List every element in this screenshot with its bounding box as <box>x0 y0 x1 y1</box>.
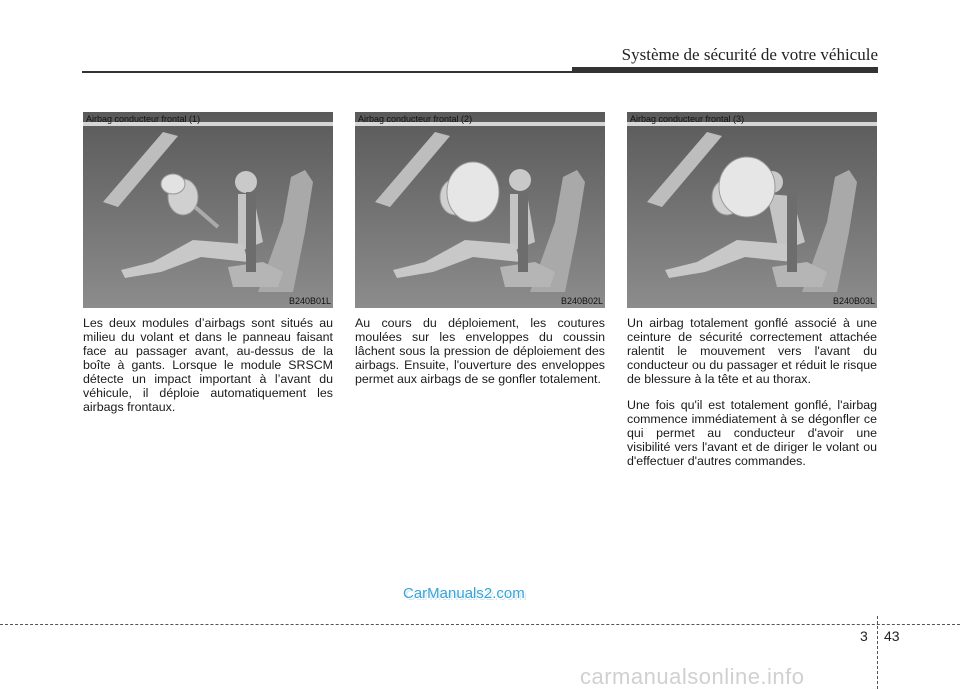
footer-rule <box>0 624 960 625</box>
airbag-illustration-3 <box>627 112 877 308</box>
airbag <box>447 162 499 222</box>
page-header-title: Système de sécurité de votre véhicule <box>621 45 878 64</box>
header-rule-bar <box>572 67 878 73</box>
text-column-2 <box>355 316 605 398</box>
figure-code: B240B01L <box>288 296 331 306</box>
figure-caption: Airbag conducteur frontal (2) <box>358 114 473 124</box>
paragraph: Un airbag totalement gonflé associé à une ceinture de sécurité correctement attachée ralentit le mouvement vers l'avant du conducteur ou du passager et réduit le risque de blessure à la tête et au thorax. <box>627 316 877 386</box>
figure-airbag-2 <box>355 112 605 308</box>
chapter-number: 3 <box>860 628 868 644</box>
header-rule <box>82 71 572 73</box>
watermark-link[interactable]: CarManuals2.com <box>403 585 525 602</box>
figure-caption: Airbag conducteur frontal (3) <box>630 114 745 124</box>
figure-code: B240B03L <box>832 296 875 306</box>
text-column-1 <box>83 316 333 426</box>
airbag-illustration-2 <box>355 112 605 308</box>
page-number: 43 <box>884 628 900 644</box>
airbag-illustration-1 <box>83 112 333 308</box>
airbag <box>719 157 775 217</box>
airbag <box>161 174 185 194</box>
figure-airbag-1 <box>83 112 333 308</box>
text-column-3 <box>627 316 877 480</box>
paragraph: Au cours du déploiement, les coutures moulées sur les enveloppes du coussin lâchent sous la pression de déploiement des airbags. Ensuite, l'ouverture des enveloppes permet aux airbags de se gonfler totalement. <box>355 316 605 386</box>
figure-code: B240B02L <box>560 296 603 306</box>
paragraph: Une fois qu'il est totalement gonflé, l'airbag commence immédiatement à se dégonfler ce qui permet au conducteur d'avoir une visibilité vers l'avant et de diriger le volant ou d'effectuer d'autres commandes. <box>627 398 877 468</box>
paragraph: Les deux modules d’airbags sont situés au milieu du volant et dans le panneau faisant face au passager avant, au-dessus de la boîte à gants. Lorsque le module SRSCM détecte un impact important à l’avant du véhicule, il déploie automatiquement les airbags frontaux. <box>83 316 333 414</box>
figure-airbag-3 <box>627 112 877 308</box>
footer-divider <box>877 616 878 689</box>
site-watermark: carmanualsonline.info <box>580 664 805 689</box>
figure-caption: Airbag conducteur frontal (1) <box>86 114 201 124</box>
